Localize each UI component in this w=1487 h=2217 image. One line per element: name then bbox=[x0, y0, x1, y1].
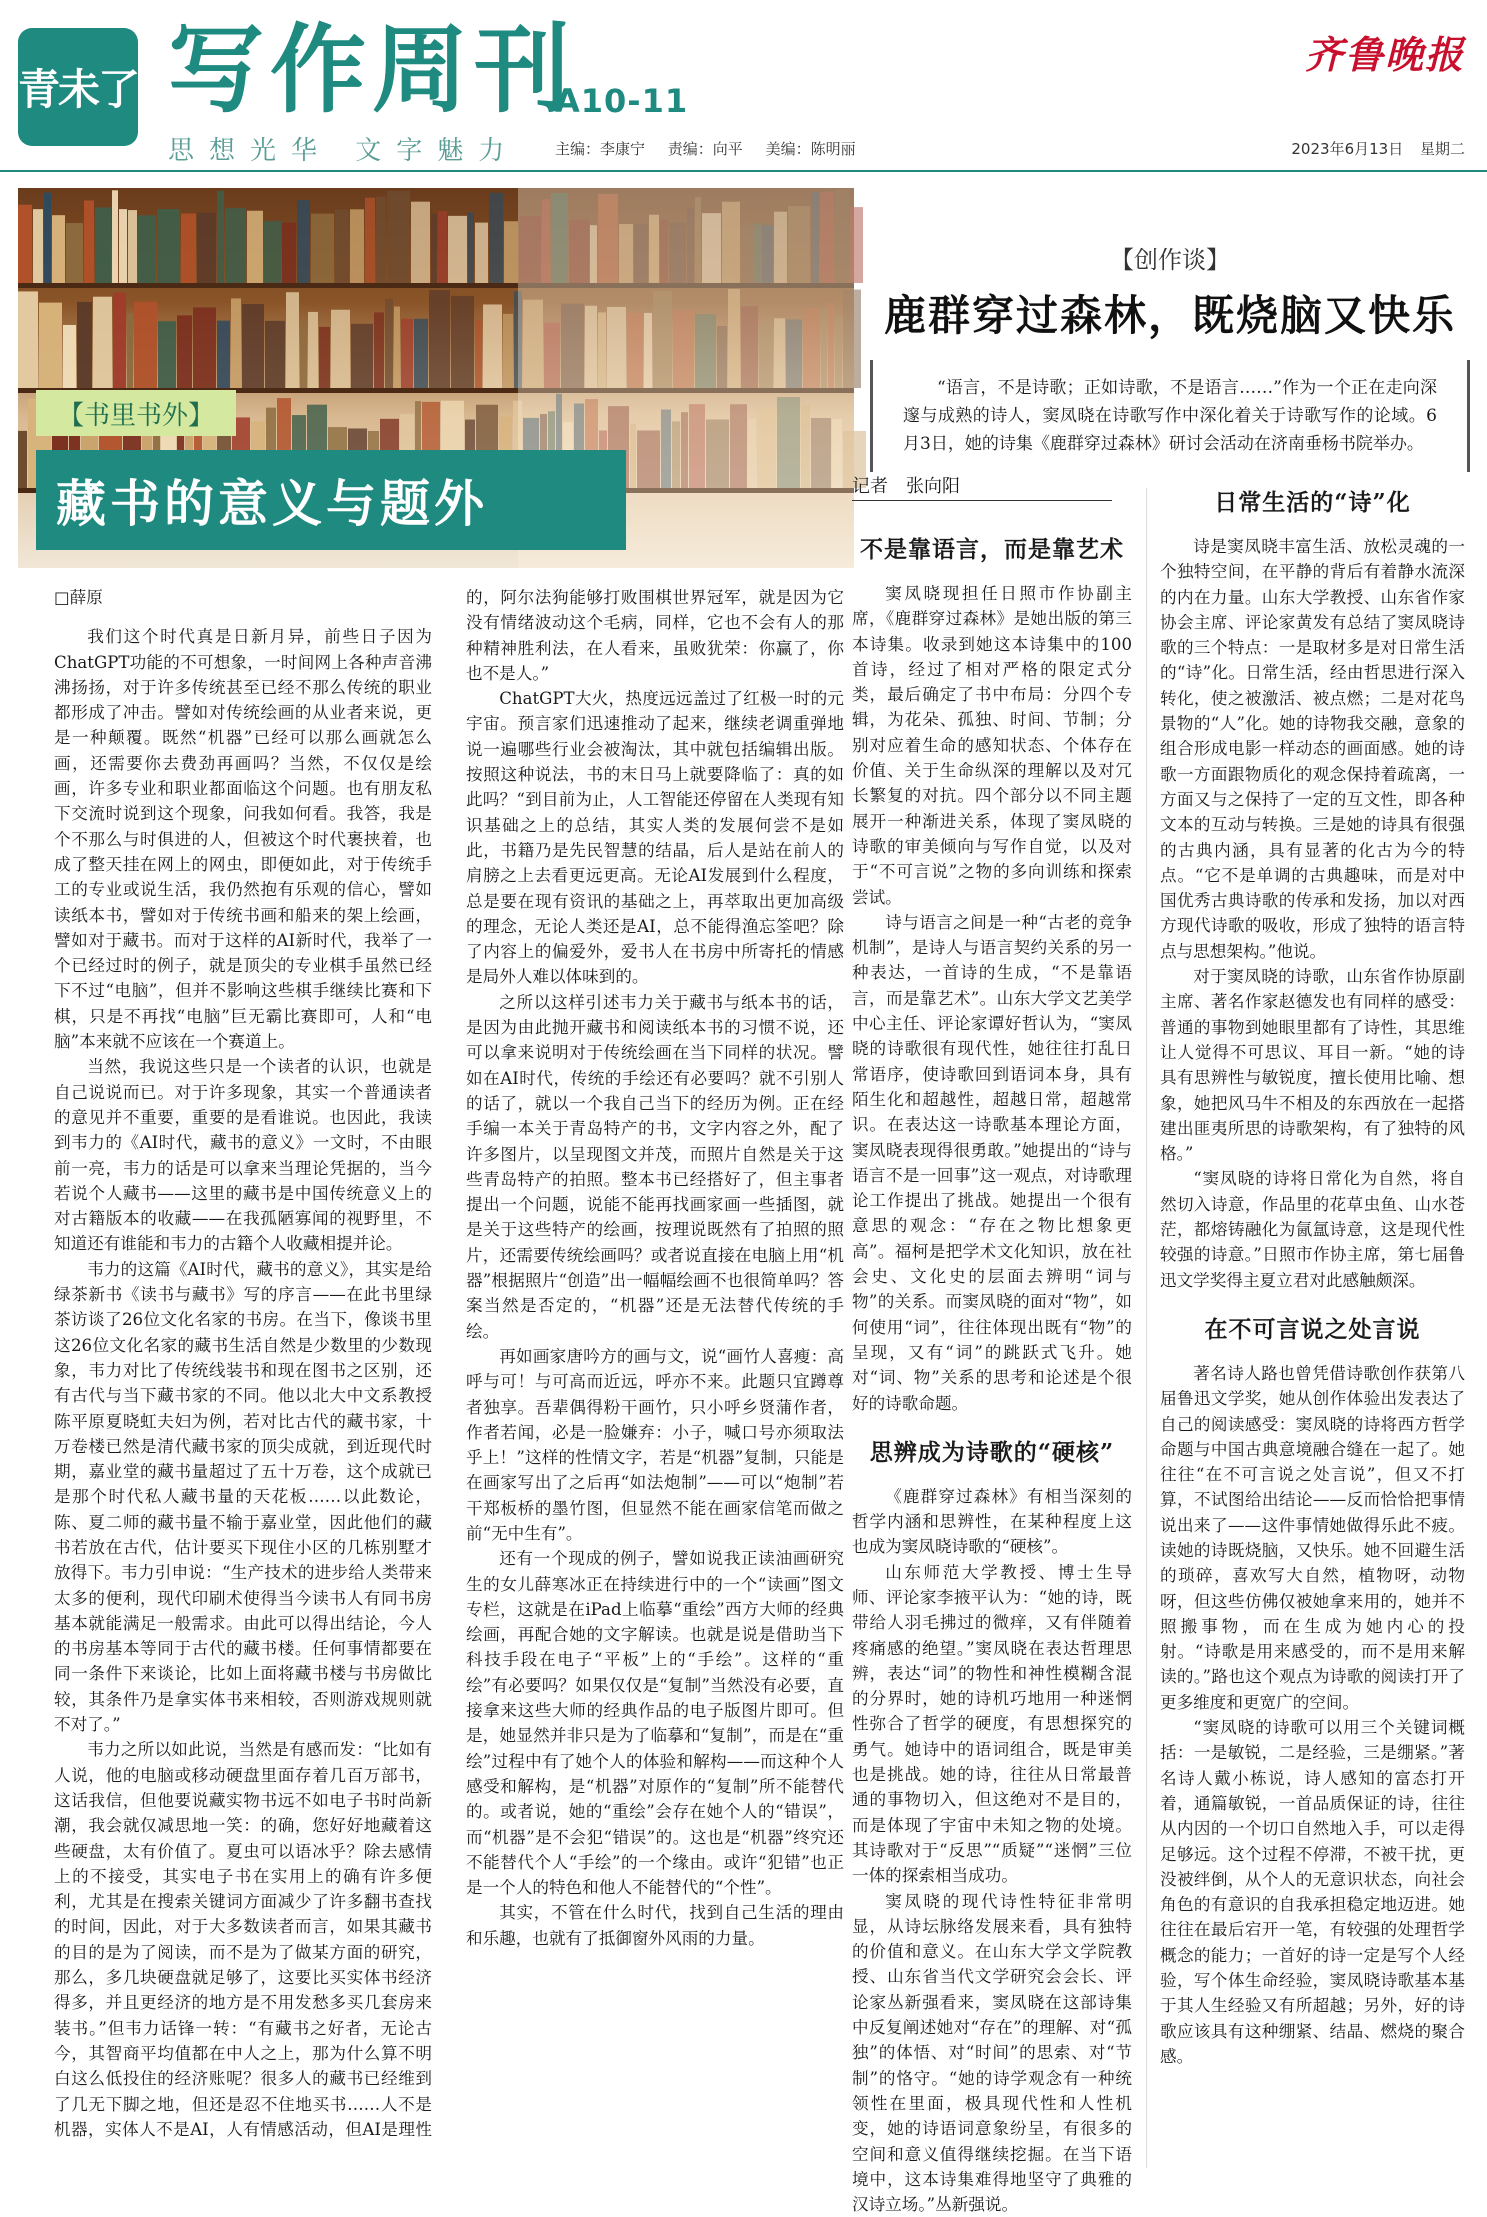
book-spine bbox=[429, 290, 450, 388]
page-number: A10-11 bbox=[555, 82, 689, 120]
book-spine bbox=[217, 191, 224, 283]
book-spine bbox=[225, 208, 246, 283]
left-paragraph: 当然，我说这些只是一个读者的认识，也就是自己说说而已。对于许多现象，其实一个普通读者的意见并不重要，重要的是看谁说。也因此，我读到韦力的《AI时代，藏书的意义》一文时，不由眼前一亮，韦力的话是可以拿来当理论凭据的，当今若说个人藏书——这里的藏书是中国传统意义上的对古籍版本的收藏——在我孤陋寡闻的视野里，不知道还有谁能和韦力的古籍个人收藏相提并论。 bbox=[54, 1057, 432, 1254]
newspaper-brand: 齐鲁晚报 bbox=[1304, 32, 1465, 77]
subheading: 不是靠语言，而是靠艺术 bbox=[860, 536, 1124, 563]
book-spine bbox=[134, 302, 157, 388]
book-spine bbox=[297, 200, 310, 283]
right-paragraph: 著名诗人路也曾凭借诗歌创作获第八届鲁迅文学奖，她从创作体验出发表达了自己的阅读感受：窦凤晓的诗将西方哲学命题与中国古典意境融合缝在一起了。她往往“在不可言说之处言说”，但又不打算，不试图给出结论——反而恰恰把事情说出来了——这件事情她做得乐此不疲。读她的诗既烧脑，又快乐。她不回避生活的琐碎，喜欢写大自然，植物呀，动物呀，但这些仿佛仅被她拿来用的，她并不照搬事物，而在生成为她内心的投射。“诗歌是用来感受的，而不是用来解读的。”路也这个观点为诗歌的阅读打开了更多维度和更宽广的空间。 bbox=[1160, 1363, 1465, 1712]
book-spine bbox=[385, 299, 393, 388]
masthead bbox=[0, 0, 1487, 165]
editor-in-charge: 主编：李康宁 bbox=[555, 140, 646, 158]
subheading: 思辨成为诗歌的“硬核” bbox=[869, 1438, 1115, 1466]
reporter-name: 张向阳 bbox=[906, 476, 960, 497]
right-paragraph: 对于窦凤晓的诗歌，山东省作协原副主席、著名作家赵德发也有同样的感受：普通的事物到她眼里都有了诗性，其思维让人觉得不可思议、耳目一新。“她的诗具有思辨性与敏锐度，擅长使用比喻、想象，她把风马牛不相及的东西放在一起搭建出匪夷所思的诗歌架构，有了独特的风格。” bbox=[1160, 967, 1465, 1164]
book-spine bbox=[282, 223, 296, 283]
book-spine bbox=[177, 315, 192, 388]
book-spine bbox=[18, 431, 27, 488]
left-paragraph: 韦力的这篇《AI时代，藏书的意义》，其实是给绿茶新书《读书与藏书》写的序言——在此书里绿茶访谈了26位文化名家的书房。在当下，像谈书里这26位文化名家的藏书生活自然是少数里的少数现象，韦力对比了传统线装书和现在图书之区别，还有古代与当下藏书家的不同。他以北大中文系教授陈平原夏晓虹夫妇为例，若对比古代的藏书家，十万卷楼已然是清代藏书家的顶尖成就，到近现代时期，嘉业堂的藏书量超过了五十万卷，这个成就已是那个时代私人藏书量的天花板……以此数论，陈、夏二师的藏书量不输于嘉业堂，因此他们的藏书若放在古代，估计要买下现住小区的几栋别墅才放得下。韦力引申说：“生产技术的进步给人类带来太多的便利，现代印刷术使得当今读书人有同书房基本就能满足一般需求。由此可以得出结论，今人的书房基本等同于古代的藏书楼。任何事情都要在同一条件下来谈论，比如上面将藏书楼与书房做比较，其条件乃是拿实体书来相较，否则游戏规则就不对了。” bbox=[54, 1259, 432, 1735]
right-paragraph: 窦凤晓的现代诗性特征非常明显，从诗坛脉络发展来看，具有独特的价值和意义。在山东大学文学院教授、山东省当代文学研究会会长、评论家丛新强看来，窦凤晓在这部诗集中反复阐述她对“存在”的理解、对“孤独”的体悟、对“时间”的思索、对“节制”的恪守。“她的诗学观念有一种统领性在里面，极具现代性和人性机变，她的诗语词意象纷呈，有很多的空间和意义值得继续挖掘。在当下语境中，这本诗集难得地坚守了典雅的汉诗立场。”丛新强说。 bbox=[852, 1891, 1132, 2215]
issue-date bbox=[1279, 138, 1465, 159]
left-paragraph: 其实，不管在什么时代，找到自己生活的理由和乐趣，也就有了抵御窗外风雨的力量。 bbox=[466, 1903, 844, 1948]
book-spine bbox=[127, 313, 133, 388]
left-paragraph: 我们这个时代真是日新月异，前些日子因为ChatGPT功能的不可想象，一时间网上各种声音沸沸扬扬，对于许多传统甚至已经不那么传统的职业都形成了冲击。譬如对传统绘画的从业者来说，更是一种颠覆。既然“机器”已经可以那么画就怎么画，还需要你去费劲再画吗？当然，不仅仅是绘画，许多专业和职业都面临这个问题。也有朋友私下交流时说到这个现象，问我如何看。我答，我是个不那么与时俱进的人，但被这个时代裹挟着，也成了整天挂在网上的网虫，即便如此，对于传统手工的专业或说生活，我仍然抱有乐观的信心，譬如读纸本书，譬如对于传统书画和船来的架上绘画，譬如对于藏书。而对于这样的AI新时代，我举了一个已经过时的例子，就是顶尖的专业棋手虽然已经下不过“电脑”，但并不影响这些棋手继续比赛和下棋，只是不再找“电脑”巨无霸比赛即可，人和“电脑”本来就不应该在一个赛道上。 bbox=[54, 627, 432, 1052]
spacer bbox=[852, 1416, 1132, 1438]
book-spine bbox=[489, 193, 503, 283]
book-spine bbox=[63, 325, 76, 388]
book-spine bbox=[451, 296, 474, 388]
book-spine bbox=[351, 324, 373, 388]
book-spine bbox=[113, 293, 126, 388]
supplement-title: 写作周刊 bbox=[168, 13, 576, 126]
right-section-tag: 【创作谈】 bbox=[1110, 246, 1230, 274]
book-spine bbox=[33, 209, 43, 283]
reporter-byline bbox=[852, 472, 1112, 501]
book-spine bbox=[331, 310, 350, 388]
book-spine bbox=[335, 209, 349, 283]
left-article-author: □薛原 bbox=[54, 588, 103, 607]
book-spine bbox=[401, 319, 413, 388]
book-spine bbox=[504, 221, 518, 283]
book-spine bbox=[286, 292, 299, 388]
weekday-text: 星期二 bbox=[1419, 140, 1465, 158]
book-spine bbox=[308, 312, 318, 388]
right-paragraph: 《鹿群穿过森林》有相当深刻的哲学内涵和思辨性，在某种程度上这也成为窦凤晓诗歌的“硬核”。 bbox=[852, 1486, 1132, 1557]
right-column-1 bbox=[852, 535, 1132, 2215]
book-spine bbox=[503, 314, 513, 388]
book-spine bbox=[217, 321, 230, 388]
reporter-label: 记者 bbox=[852, 476, 888, 497]
book-spine bbox=[300, 321, 307, 388]
book-spine bbox=[319, 327, 330, 388]
book-spine bbox=[39, 303, 62, 388]
book-spine bbox=[18, 205, 32, 283]
logo-badge bbox=[18, 28, 138, 146]
right-paragraph: “窦凤晓的诗歌可以用三个关键词概括：一是敏锐，二是经验，三是绷紧。”著名诗人戴小栋说，诗人感知的富态打开着，通篇敏锐，一首品质保证的诗，往往从内因的一个切口自然地入手，可以走得足够远。这个过程不停滞，不被干扰，更没被绊倒，从个人的无意识状态，向社会角色的有意识的自我承担稳定地迈进。她往往在最后宕开一笔，有较强的处理哲学概念的能力；一首好的诗一定是写个人经验，写个体生命经验，窦凤晓诗歌基本基于其人生经验又有所超越；另外，好的诗歌应该具有这种绷紧、结晶、燃烧的聚合感。 bbox=[1160, 1718, 1465, 2066]
book-spine bbox=[128, 210, 137, 283]
book-spine bbox=[376, 197, 386, 283]
book-spine bbox=[374, 312, 384, 388]
right-paragraph: “窦凤晓的诗将日常化为自然，将自然切入诗意，作品里的花草虫鱼、山水苍茫，都熔铸融化为氤氲诗意，这是现代性较强的诗意。”日照市作协主席，第七届鲁迅文学奖得主夏立君对此感触颇深。 bbox=[1160, 1169, 1465, 1290]
duty-editor: 责编：向平 bbox=[667, 140, 743, 158]
spacer bbox=[1160, 1293, 1465, 1315]
left-paragraph: 韦力之所以如此说，当然是有感而发：“比如有人说，他的电脑或移动硬盘里面存着几百万部书，这话我信，但他要说藏实物书远不如电子书时尚新潮，我会就仅减思地一笑：的确，您好好地藏着这些硬盘，太有价值了。夏虫可以语冰乎？除去感情上的不接受，其实电子书在实用上的确有许多便利，尤其是在搜索关键词方面减少了许多翻书查找的时间，因此，对于大多数读者而言，如果其藏书的目的是为了阅读，而不是为了做某方面的研究，那么，多几块硬盘就足够了，这要比买实体书经济得多，并且更经济的地方是不用发愁多买几套房来装书。”但韦力话锋一转：“有藏书之好者，无论古今，其智商平均值都在中人之上，那为什么算不明白这么低投住的经济账呢？很多人的藏书已经维到了几无下脚之地，但还是忍不住地买书……人不是机器，实体人不是AI，人有情感活动，但AI是理性的，阿尔法狗能够打败围棋世界冠军，就是因为它没有情绪波动这个毛病，同样，它也不会有人的那种精神胜利法，在人看来，虽败犹荣：你赢了，你也不是人。” bbox=[54, 588, 844, 2139]
book-spine bbox=[18, 291, 38, 388]
right-column-2 bbox=[1160, 488, 1465, 2165]
book-spine bbox=[44, 193, 51, 283]
book-spine bbox=[193, 307, 216, 388]
book-spine bbox=[242, 304, 264, 388]
book-spine bbox=[394, 307, 400, 388]
book-spine bbox=[350, 209, 364, 283]
column-divider bbox=[1146, 488, 1147, 2168]
masthead-rule bbox=[0, 170, 1487, 172]
left-paragraph: 再如画家唐吟方的画与文，说“画竹人喜瘦：高呼与可！与可高而近远，呼亦不来。此题只宜蹲尊者独享。吾辈偶得粉干画竹，只小呼乡贤蒲作者，作者若闻，必是一脸嫌弃：小子，喊口号亦须取法乎上！”这样的性情文字，若是“机器”复制，只能是在画家写出了之后再“如法炮制”——可以“炮制”若干郑板桥的墨竹图，但显然不能在画家信笔而做之前“无中生有”。 bbox=[466, 1346, 844, 1543]
book-spine bbox=[448, 216, 467, 283]
book-spine bbox=[52, 215, 65, 283]
subheading: 在不可言说之处言说 bbox=[1204, 1315, 1421, 1343]
book-spine bbox=[475, 320, 482, 388]
book-spine bbox=[181, 213, 196, 283]
right-paragraph: 诗是窦凤晓丰富生活、放松灵魂的一个独特空间，在平静的背后有着静水流深的内在力量。山东大学教授、山东省作家协会主席、评论家黄发有总结了窦凤晓诗歌的三个特点：一是取材多是对日常生活的“诗”化。日常生活，经由哲思进行深入转化，使之被激活、被点燃；二是对花鸟景物的“人”化。她的诗物我交融，意象的组合形成电影一样动态的画面感。她的诗歌一方面跟物质化的观念保持着疏离，一方面又与之保持了一定的互文性，即各种文本的互动与转换。三是她的诗具有很强的古典内涵，具有显著的化古为今的特点。“它不是单调的古典趣味，而是对中国优秀古典诗歌的传承和发扬，加以对西方现代诗歌的吸收，形成了独特的语言特点与思想架构。”他说。 bbox=[1160, 537, 1465, 961]
subheading: 日常生活的“诗”化 bbox=[1214, 489, 1411, 516]
book-spine bbox=[468, 212, 474, 283]
book-spine bbox=[119, 209, 127, 283]
editor-credits bbox=[555, 138, 874, 159]
book-spine bbox=[387, 191, 410, 283]
slogan: 思想光华 文字魅力 bbox=[168, 136, 520, 166]
book-spine bbox=[438, 211, 447, 283]
book-spine bbox=[311, 214, 334, 283]
right-article-title: 鹿群穿过森林，既烧脑又快乐 bbox=[883, 291, 1456, 340]
book-spine bbox=[84, 200, 94, 283]
book-spine bbox=[247, 211, 263, 283]
left-article-title: 藏书的意义与题外 bbox=[36, 450, 626, 550]
book-spine bbox=[77, 302, 92, 388]
book-spine bbox=[66, 223, 83, 283]
right-paragraph: 诗与语言之间是一种“古老的竞争机制”，是诗人与语言契约关系的另一种表达，一首诗的生成，“不是靠语言，而是靠艺术”。山东大学文艺美学中心主任、评论家谭好哲认为，“窦凤晓的诗歌很有现代性，她往往打乱日常语序，使诗歌回到语词本身，具有陌生化和超越性，超越日常，超越常识。在表达这一诗歌基本理论方面，窦凤晓表现得很勇敢。”她提出的“诗与语言不是一回事”这一观点，对诗歌理论工作提出了挑战。她提出一个很有意思的观念：“存在之物比想象更高”。福柯是把学术文化知识，放在社会史、文化史的层面去辨明“词与物”的关系。而窦凤晓的面对“物”，如何使用“词”，往往体现出既有“物”的呈现，又有“词”的跳跃式飞升。她对“词、物”关系的思考和论述是个很好的诗歌命题。 bbox=[852, 912, 1132, 1413]
book-spine bbox=[483, 304, 502, 388]
book-spine bbox=[265, 321, 285, 388]
book-spine bbox=[475, 223, 488, 283]
book-spine bbox=[414, 319, 428, 388]
book-spine bbox=[264, 221, 281, 283]
logo-text: 青未了 bbox=[18, 65, 139, 114]
book-spine bbox=[95, 207, 111, 283]
left-article-body bbox=[54, 585, 844, 2165]
book-spine bbox=[93, 297, 112, 388]
right-paragraph: 山东师范大学教授、博士生导师、评论家李掖平认为：“她的诗，既带给人羽毛拂过的微痒，又有伴随着疼痛感的绝望。”窦凤晓在表达哲理思辨，表达“词”的物性和神性模糊含混的分界时，她的诗机巧地用一种迷惘性弥合了哲学的硬度，有思想探究的勇气。她诗中的语词组合，既是审美也是挑战。她的诗，往往从日常最普通的事物切入，但这绝对不是目的，而是体现了宇宙中未知之物的处境。其诗歌对于“反思”“质疑”“迷惘”三位一体的探索相当成功。 bbox=[852, 1562, 1132, 1886]
book-spine bbox=[365, 198, 375, 283]
left-paragraph: ChatGPT大火，热度远远盖过了红极一时的元宇宙。预言家们迅速推动了起来，继续老调重弹地说一遍哪些行业会被淘汰，其中就包括编辑出版。按照这种说法，书的末日马上就要降临了：真的如此吗？“到目前为止，人工智能还停留在人类现有知识基础之上的总结，其实人类的发展何尝不是如此，书籍乃是先民智慧的结晶，后人是站在前人的肩膀之上去看更远更高。无论AI发展到什么程度，总是要在现有资讯的基础之上，再萃取出更加高级的理念，无论人类还是AI，总不能得渔忘筌吧？除了内容上的偏爱外，爱书人在书房中所寄托的情感是局外人难以体味到的。 bbox=[466, 689, 844, 987]
left-section-tag: 【书里书外】 bbox=[36, 390, 236, 436]
book-spine bbox=[158, 321, 176, 388]
art-editor: 美编：陈明丽 bbox=[765, 140, 856, 158]
date-text: 2023年6月13日 bbox=[1291, 140, 1404, 158]
right-paragraph: 窦凤晓现担任日照市作协副主席，《鹿群穿过森林》是她出版的第三本诗集。收录到她这本诗集中的100首诗，经过了相对严格的限定式分类，最后确定了书中布局：分四个专辑，为花朵、孤独、时间、节制；分别对应着生命的感知状态、个体存在价值、关于生命纵深的理解以及对冗长繁复的对抗。四个部分以不同主题展开一种渐进关系，体现了窦凤晓的诗歌的审美倾向与写作自觉，以及对于“不可言说”之物的多向训练和探索尝试。 bbox=[852, 584, 1132, 907]
book-spine bbox=[197, 213, 216, 283]
book-spine bbox=[138, 215, 156, 283]
left-paragraph: 之所以这样引述韦力关于藏书与纸本书的话，是因为由此抛开藏书和阅读纸本书的习惯不说，还可以拿来说明对于传统绘画在当下同样的状况。譬如在AI时代，传统的手绘还有必要吗？就不引别人的话了，就以一个我自己当下的经历为例。正在经手编一本关于青岛特产的书，文字内容之外，配了许多图片，以呈现图文并茂，而照片自然是关于这些青岛特产的拍照。整本书已经搭好了，但主事者提出一个问题，说能不能再找画家画一些插图，就是关于这些特产的绘画，按理说既然有了拍照的照片，还需要传统绘画吗？或者说直接在电脑上用“机器”根据照片“创造”出一幅幅绘画不也很简单吗？答案当然是否定的，“机器”还是无法替代传统的手绘。 bbox=[466, 992, 844, 1341]
book-spine bbox=[411, 202, 430, 283]
book-spine bbox=[157, 209, 180, 283]
book-spine bbox=[431, 214, 437, 283]
right-article-lead: “语言，不是诗歌；正如诗歌，不是语言……”作为一个正在走向深邃与成熟的诗人，窦凤晓在诗歌写作中深化着关于诗歌写作的论域。6月3日，她的诗集《鹿群穿过森林》研讨会活动在济南垂杨书院举办。 bbox=[870, 360, 1470, 472]
left-paragraph: 还有一个现成的例子，譬如说我正读油画研究生的女儿薛寒冰正在持续进行中的一个“读画”图文专栏，这就是在iPad上临摹“重绘”西方大师的经典绘画，再配合她的文字解读。也就是说是借助当下科技手段在电子“平板”上的“手绘”。这样的“重绘”有必要吗？如果仅仅是“复制”当然没有必要，直接拿来这些大师的经典作品的电子版图片即可。但是，她显然并非只是为了临摹和“复制”，而是在“重绘”过程中有了她个人的体验和解构——而这种个人感受和解构，是“机器”对原作的“复制”所不能替代的。或者说，她的“重绘”会存在她个人的“错误”，而“机器”是不会犯“错误”的。这也是“机器”终究还不能替代个人“手绘”的一个缘由。或许“犯错”也正是一个人的特色和他人不能替代的“个性”。 bbox=[466, 1549, 844, 1898]
book-spine bbox=[231, 298, 241, 388]
book-spine bbox=[112, 190, 118, 283]
